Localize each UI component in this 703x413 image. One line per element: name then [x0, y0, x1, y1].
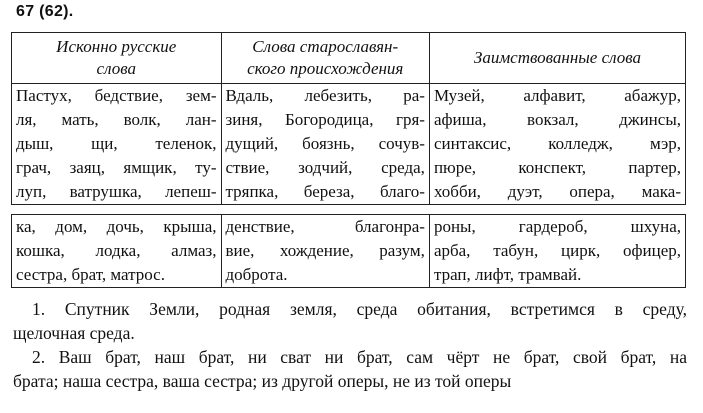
cell-line: сестра, брат, матрос.: [16, 265, 165, 284]
cell-line: трап, лифт, трамвай.: [433, 265, 582, 284]
cell-native-russian: [12, 84, 222, 205]
table-row: [12, 215, 686, 288]
header-line: Исконно русские: [56, 37, 177, 56]
note-line: 1. Спутник Земли, родная земля, среда обитания, встретимся в среду,: [32, 299, 687, 319]
cell-line: афиша, вокзал, джинсы,: [433, 110, 681, 129]
note-line: брата; наша сестра, ваша сестра; из другой оперы, не из той оперы: [13, 371, 512, 391]
table-row: [12, 84, 686, 205]
note-line: 2. Ваш брат, наш брат, ни сват ни брат, сам чёрт не брат, свой брат, на: [32, 347, 687, 367]
cell-line: грач, заяц, ямщик, ту-: [16, 158, 217, 177]
word-classification-table: [11, 32, 686, 205]
table-header-row: [12, 33, 686, 84]
cell-line: луп, ватрушка, лепеш-: [16, 182, 217, 201]
cell-line: кошка, лодка, алмаз,: [16, 241, 217, 260]
cell-line: ля, мать, волк, лан-: [16, 110, 217, 129]
cell-line: Вдаль, лебезить, ра-: [225, 86, 425, 105]
note-line: щелочная среда.: [13, 323, 135, 343]
cell-line: ствие, зодчий, среда,: [225, 158, 425, 177]
cell-old-slavonic: [221, 215, 429, 288]
word-classification-table-continued: [11, 214, 686, 288]
cell-borrowed: [429, 84, 685, 205]
cell-line: арба, табун, цирк, офицер,: [433, 241, 681, 260]
cell-line: Пастух, бедствие, зем-: [16, 86, 217, 105]
cell-line: синтаксис, колледж, мэр,: [433, 134, 681, 153]
cell-line: хобби, дуэт, опера, мака-: [433, 182, 681, 201]
header-borrowed: [429, 33, 685, 84]
exercise-number: 67 (62).: [16, 3, 74, 20]
header-line: Слова старославян-: [252, 37, 399, 56]
header-line: слова: [96, 59, 136, 78]
cell-line: роны, гардероб, шхуна,: [433, 217, 681, 236]
cell-line: ка, дом, дочь, крыша,: [16, 217, 217, 236]
cell-line: доброта.: [225, 265, 288, 284]
cell-line: зиня, Богородица, гря-: [225, 110, 425, 129]
cell-line: пюре, конспект, партер,: [433, 158, 681, 177]
exercise-notes: [13, 297, 687, 393]
cell-line: дыш, щи, теленок,: [16, 134, 217, 153]
header-line: ского происхождения: [247, 59, 404, 78]
cell-borrowed: [429, 215, 685, 288]
cell-native-russian: [12, 215, 222, 288]
cell-old-slavonic: [221, 84, 429, 205]
cell-line: Музей, алфавит, абажур,: [433, 86, 681, 105]
header-line: Заимствованные слова: [473, 48, 642, 67]
cell-line: денствие, благонра-: [225, 217, 425, 236]
header-native-russian: [12, 33, 222, 84]
cell-line: тряпка, береза, благо-: [225, 182, 425, 201]
cell-line: дущий, боязнь, сочув-: [225, 134, 425, 153]
cell-line: вие, хождение, разум,: [225, 241, 425, 260]
header-old-slavonic: [221, 33, 429, 84]
